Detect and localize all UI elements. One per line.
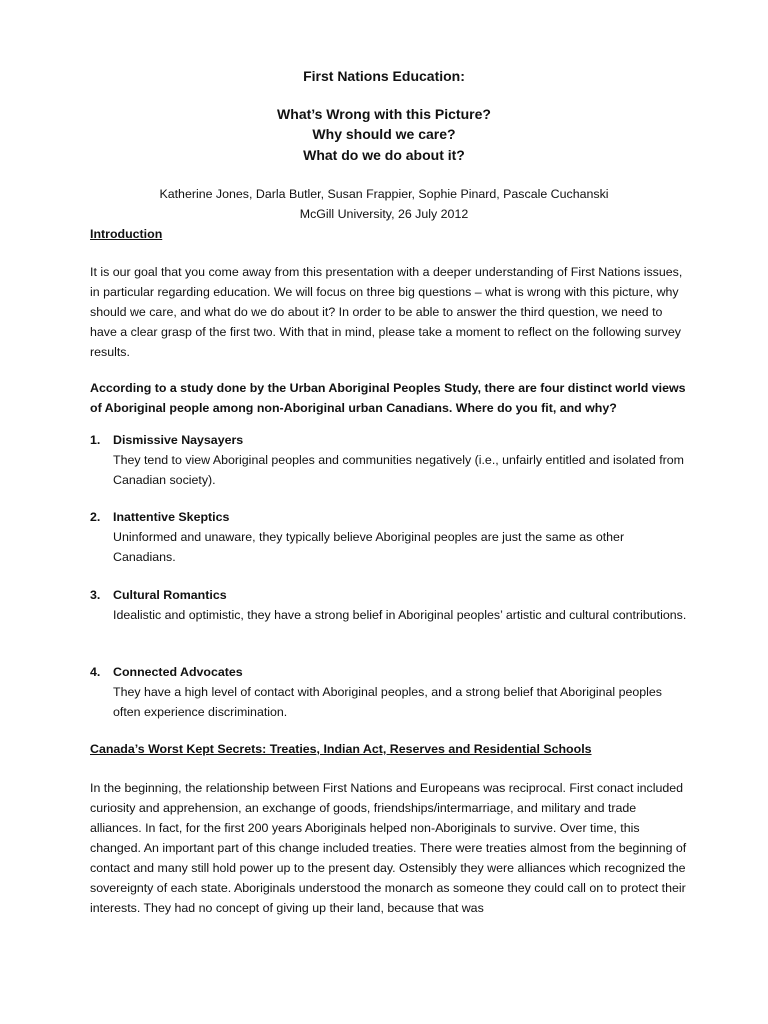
world-view-description: Uninformed and unaware, they typically believe Aboriginal peoples are just the same as other Canadians. xyxy=(113,530,625,564)
document-title: First Nations Education: xyxy=(303,68,465,84)
list-number: 4. xyxy=(90,665,101,679)
introduction-heading: Introduction xyxy=(90,227,163,241)
list-number: 2. xyxy=(90,510,101,524)
subtitle-line-2: Why should we care? xyxy=(312,126,456,142)
world-view-description: They tend to view Aboriginal peoples and communities negatively (i.e., unfairly entitled and isolated from Canadian society). xyxy=(113,453,684,487)
world-view-title: Inattentive Skeptics xyxy=(113,510,230,524)
affiliation-date: McGill University, 26 July 2012 xyxy=(299,207,469,221)
subtitle-line-3: What do we do about it? xyxy=(303,147,465,163)
introduction-paragraph: It is our goal that you come away from this presentation with a deeper understanding of First Nations issues, in particular regarding education. We will focus on three big questions – what is wrong with this picture, why should we care, and what do we do about it? In order to be able to answer the third question, we need to have a clear grasp of the first two. With that in mind, please take a moment to reflect on the following survey results. xyxy=(90,265,683,359)
study-paragraph: According to a study done by the Urban Aboriginal Peoples Study, there are four distinct world views of Aboriginal people among non-Aboriginal urban Canadians. Where do you fit, and why? xyxy=(90,381,686,415)
subtitle-line-1: What’s Wrong with this Picture? xyxy=(277,106,491,122)
world-view-title: Cultural Romantics xyxy=(113,588,227,602)
world-view-description: Idealistic and optimistic, they have a strong belief in Aboriginal peoples’ artistic and cultural contributions. xyxy=(113,608,687,622)
secrets-paragraph: In the beginning, the relationship between First Nations and Europeans was reciprocal. First conact included curiosity and apprehension, an exchange of goods, friendships/intermarriage, and military and trade alliances. In fact, for the first 200 years Aboriginals helped non-Aboriginals to survive. Over time, this changed. An important part of this change included treaties. There were treaties almost from the beginning of contact and many still hold power up to the present day. Ostensibly they were alliances which recognized the sovereignty of each state. Aboriginals understood the monarch as someone they could call on to protect their interests. They had no concept of giving up their land, because that was xyxy=(90,781,687,915)
author-list: Katherine Jones, Darla Butler, Susan Frappier, Sophie Pinard, Pascale Cuchanski xyxy=(159,187,609,201)
list-number: 3. xyxy=(90,588,101,602)
world-view-title: Dismissive Naysayers xyxy=(113,433,244,447)
world-view-title: Connected Advocates xyxy=(113,665,243,679)
list-number: 1. xyxy=(90,433,101,447)
world-view-description: They have a high level of contact with Aboriginal peoples, and a strong belief that Aboriginal peoples often experience discrimination. xyxy=(113,685,662,719)
secrets-heading: Canada’s Worst Kept Secrets: Treaties, Indian Act, Reserves and Residential Schools xyxy=(90,742,592,756)
